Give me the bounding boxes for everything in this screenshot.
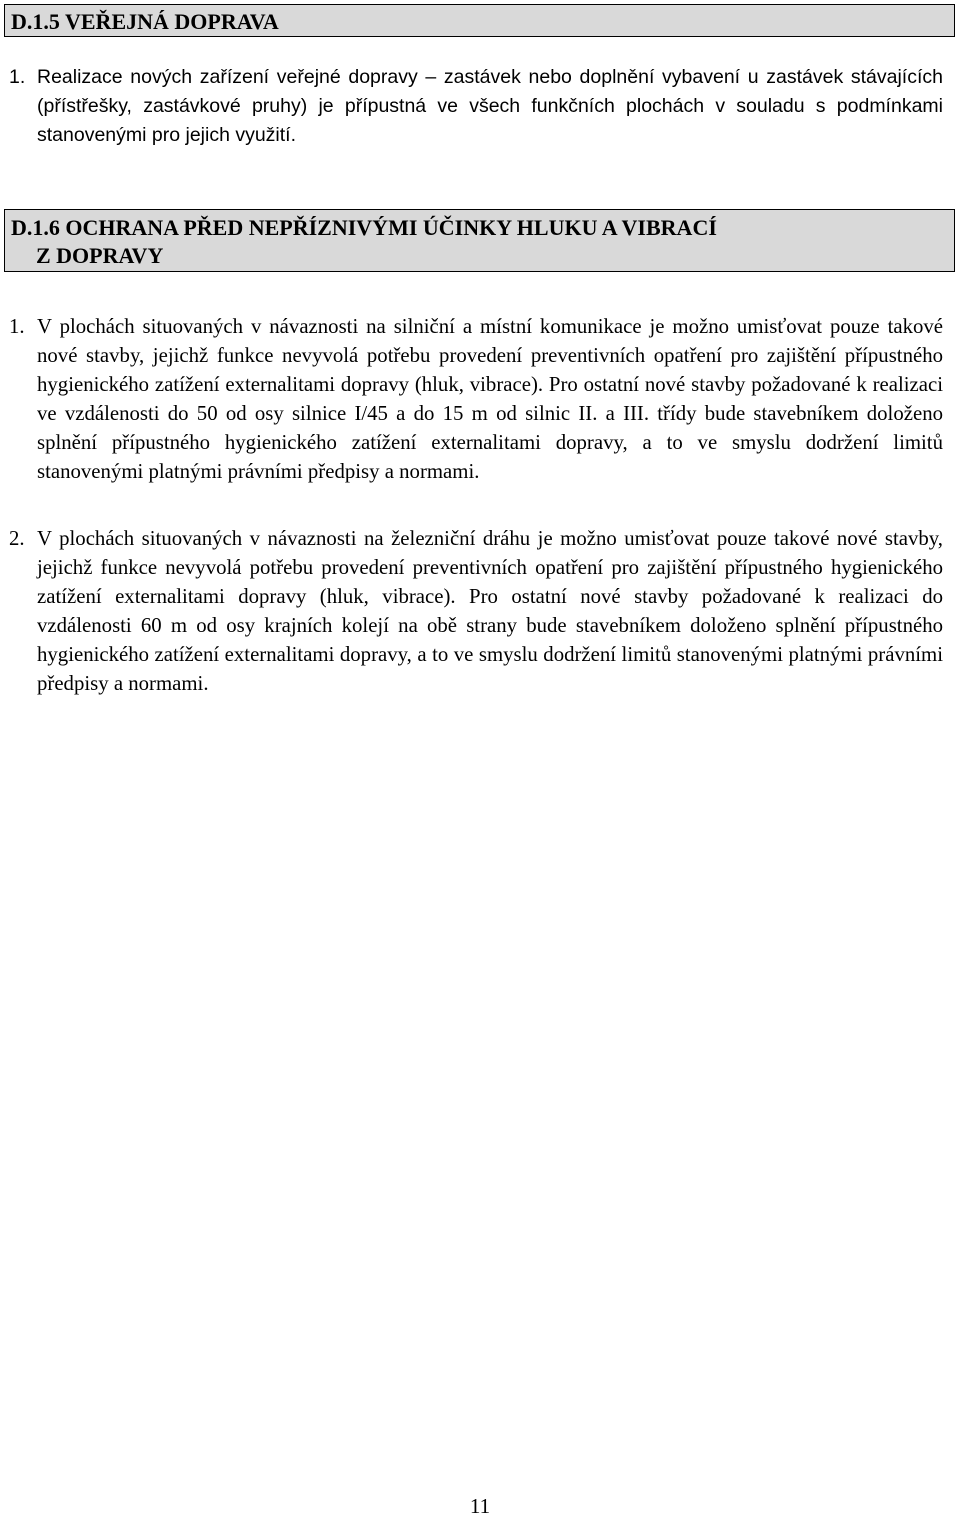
paragraph-d15-1 <box>9 63 943 150</box>
paragraph-text: V plochách situovaných v návaznosti na železniční dráhu je možno umisťovat pouze takové nové stavby, jejichž funkce nevyvolá potřebu provedení preventivních opatření pro zajištění přípustného hygienického zatížení externalitami dopravy (hluk, vibrace). Pro ostatní nové stavby požadované k realizaci do vzdálenosti 60 m od osy krajních kolejí na obě strany bude stavebníkem doloženo splnění přípustného hygienického zatížení externalitami dopravy, a to ve smyslu dodržení limitů stanovenými platnými právními předpisy a normami. <box>37 527 943 695</box>
page-number: 11 <box>469 1494 491 1518</box>
paragraph-number: 2. <box>9 527 25 550</box>
section-heading-d16 <box>4 209 955 272</box>
paragraph-text: Realizace nových zařízení veřejné dopravy – zastávek nebo doplnění vybavení u zastávek stávajících (přístřešky, zastávkové pruhy) je přípustná ve všech funkčních plochách v souladu s podmínkami stanovenými pro jejich využití. <box>37 66 943 146</box>
section-heading-d16-line2: Z DOPRAVY <box>36 243 164 268</box>
paragraph-text: V plochách situovaných v návaznosti na silniční a místní komunikace je možno umisťovat pouze takové nové stavby, jejichž funkce nevyvolá potřebu provedení preventivních opatření pro zajištění přípustného hygienického zatížení externalitami dopravy (hluk, vibrace). Pro ostatní nové stavby požadované k realizaci ve vzdálenosti do 50 od osy silnice I/45 a do 15 m od silnic II. a III. třídy bude stavebníkem doloženo splnění přípustného hygienického zatížení externalitami dopravy, a to ve smyslu dodržení limitů stanovenými platnými právními předpisy a normami. <box>37 315 943 483</box>
section-heading-d15 <box>4 4 955 37</box>
paragraph-number: 1. <box>9 66 26 88</box>
section-heading-d16-line1: D.1.6 OCHRANA PŘED NEPŘÍZNIVÝMI ÚČINKY HLUKU A VIBRACÍ <box>11 215 717 240</box>
paragraph-d16-1 <box>9 312 943 486</box>
paragraph-d16-2 <box>9 524 943 698</box>
paragraph-number: 1. <box>9 315 25 338</box>
section-heading-d15-text: D.1.5 VEŘEJNÁ DOPRAVA <box>11 9 279 34</box>
